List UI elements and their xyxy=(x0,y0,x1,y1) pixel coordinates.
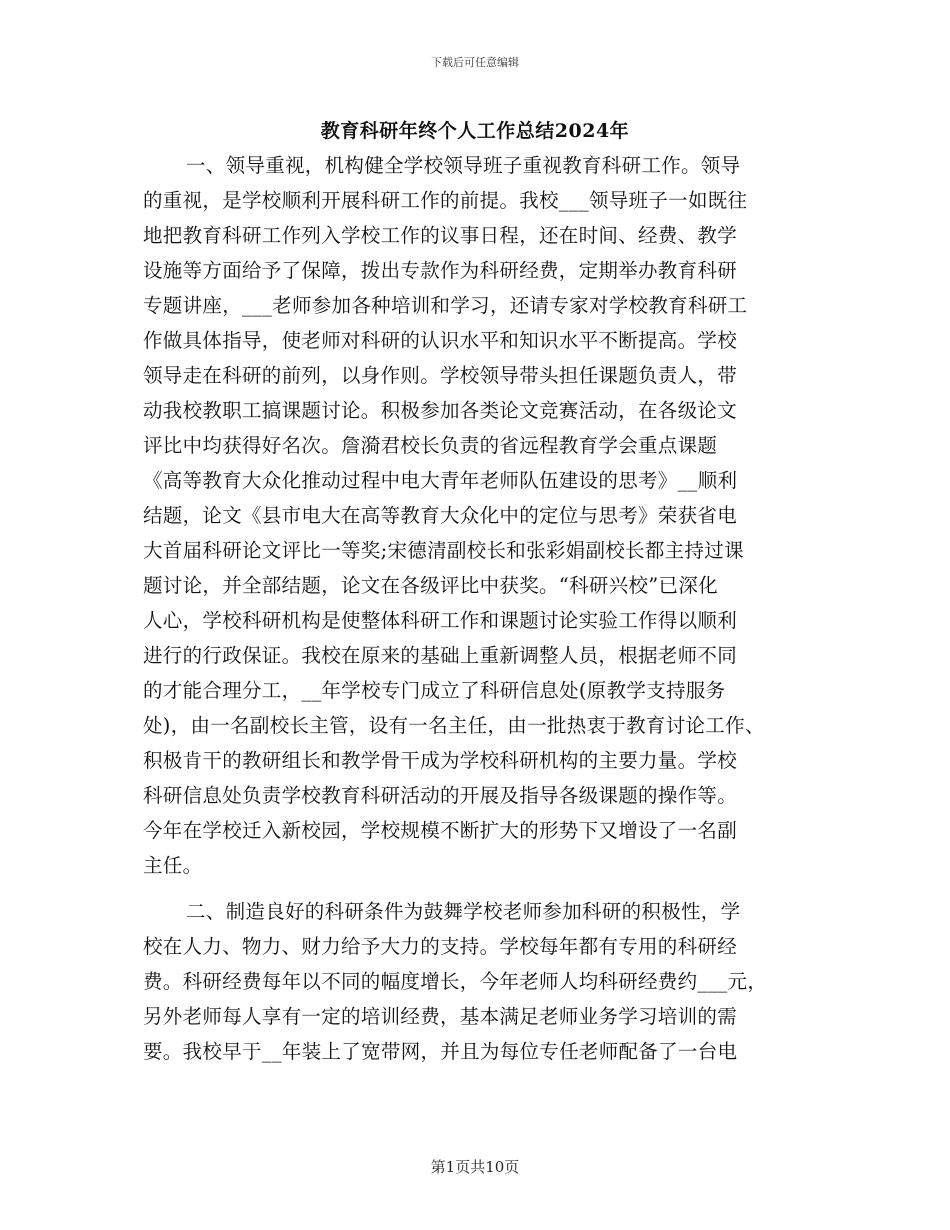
text-line: 题讨论，并全部结题，论文在各级评比中获奖。“科研兴校”已深化 xyxy=(143,574,718,597)
text-line: 大首届科研论文评比一等奖;宋德清副校长和张彩娟副校长都主持过课 xyxy=(143,539,744,562)
text-line: 人心，学校科研机构是使整体科研工作和课题讨论实验工作得以顺利 xyxy=(143,609,738,632)
text-line: 设施等方面给予了保障，拨出专款作为科研经费，定期举办教育科研 xyxy=(143,259,738,282)
paragraph-1 xyxy=(143,148,823,883)
text-line: 进行的行政保证。我校在原来的基础上重新调整人员，根据老师不同 xyxy=(143,644,738,667)
text-line: 结题，论文《县市电大在高等教育大众化中的定位与思考》荣获省电 xyxy=(143,504,738,527)
text-line: 费。科研经费每年以不同的幅度增长，今年老师人均科研经费约___元， xyxy=(143,970,768,993)
text-line: 评比中均获得好名次。詹漪君校长负责的省远程教育学会重点课题 xyxy=(143,434,718,457)
text-line: 科研信息处负责学校教育科研活动的开展及指导各级课题的操作等。 xyxy=(143,784,738,807)
paragraph-spacer xyxy=(143,883,823,894)
text-line: 领导走在科研的前列，以身作则。学校领导带头担任课题负责人，带 xyxy=(143,364,738,387)
document-title: 教育科研年终个人工作总结2024年 xyxy=(320,120,630,142)
text-line: 处)，由一名副校长主管，设有一名主任，由一批热衷于教育讨论工作、 xyxy=(143,714,765,737)
text-line: 一、领导重视，机构健全学校领导班子重视教育科研工作。领导 xyxy=(186,154,741,177)
text-line: 的重视，是学校顺利开展科研工作的前提。我校___领导班子一如既往 xyxy=(143,189,748,212)
text-line: 动我校教职工搞课题讨论。积极参加各类论文竞赛活动，在各级论文 xyxy=(143,399,738,422)
page-footer: 第1页共10页 xyxy=(430,1158,520,1176)
text-line: 要。我校早于__年装上了宽带网，并且为每位专任老师配备了一台电 xyxy=(143,1040,738,1063)
text-line: 积极肯干的教研组长和教学骨干成为学校科研机构的主要力量。学校 xyxy=(143,749,738,772)
document-body xyxy=(143,148,823,1069)
text-line: 今年在学校迁入新校园，学校规模不断扩大的形势下又增设了一名副 xyxy=(143,819,738,842)
text-line: 校在人力、物力、财力给予大力的支持。学校每年都有专用的科研经 xyxy=(143,935,738,958)
paragraph-2 xyxy=(143,894,823,1069)
header-note: 下载后可任意编辑 xyxy=(431,56,519,69)
text-line: 另外老师每人享有一定的培训经费，基本满足老师业务学习培训的需 xyxy=(143,1005,738,1028)
text-line: 的才能合理分工，__年学校专门成立了科研信息处(原教学支持服务 xyxy=(143,679,726,702)
text-line: 二、制造良好的科研条件为鼓舞学校老师参加科研的积极性，学 xyxy=(186,900,741,923)
text-line: 地把教育科研工作列入学校工作的议事日程，还在时间、经费、教学 xyxy=(143,224,738,247)
text-line: 作做具体指导，使老师对科研的认识水平和知识水平不断提高。学校 xyxy=(143,329,738,352)
text-line: 专题讲座，___老师参加各种培训和学习，还请专家对学校教育科研工 xyxy=(143,294,748,317)
text-line: 主任。 xyxy=(143,854,203,877)
text-line: 《高等教育大众化推动过程中电大青年老师队伍建设的思考》__顺利 xyxy=(143,469,738,492)
